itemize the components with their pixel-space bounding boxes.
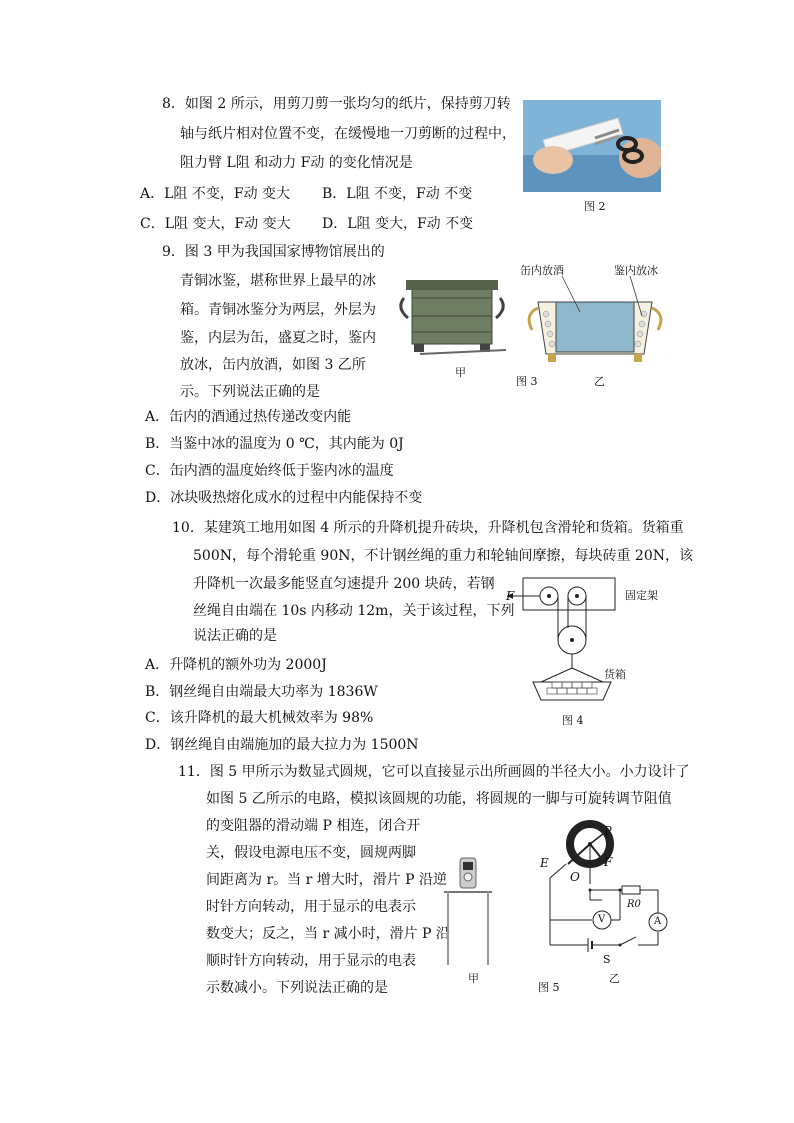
icebox-diagram [520,272,670,372]
label-voltmeter: V [598,914,606,925]
figure-4-caption: 图 4 [562,714,584,727]
digital-compass-photo [438,850,498,975]
figure-2-caption: 图 2 [584,200,606,213]
figure-5-jia-label: 甲 [468,972,479,985]
label-fixed-frame: 固定架 [625,589,658,602]
q10-line-2: 500N，每个滑轮重 90N，不计钢丝绳的重力和轮轴间摩擦，每块砖重 20N，该 [193,548,693,564]
label-R0: R0 [627,899,641,910]
q10-line-3: 升降机一次最多能竖直匀速提升 200 块砖，若钢 [193,576,495,592]
label-wine: 缶内放酒 [520,264,564,277]
q11-line-3: 的变阻器的滑动端 P 相连，闭合开 [206,818,421,834]
figure-3-jia-label: 甲 [455,366,466,379]
q8-option-c: C．L阻 变大，F动 变大 [140,216,291,232]
label-cargo-box: 货箱 [604,668,626,681]
q8-line-3: 阻力臂 L阻 和动力 F动 的变化情况是 [180,155,413,171]
q8-option-d: D．L阻 变大，F动 不变 [322,216,474,232]
q11-line-6: 时针方向转动，用于显示的电表示 [206,899,416,915]
bronze-icebox-photo [394,268,514,368]
scissors-photo [523,100,661,192]
q10-option-b: B．钢丝绳自由端最大功率为 1836W [145,684,378,700]
q9-line-1: 9．图 3 甲为我国国家博物馆展出的 [162,244,385,260]
q8-option-a: A．L阻 不变，F动 变大 [140,186,291,202]
pulley-diagram [505,576,625,706]
label-E: E [540,856,549,870]
q11-line-1: 11．图 5 甲所示为数显式圆规，它可以直接显示出所画圆的半径大小。小力设计了 [178,764,690,780]
q11-line-7: 数变大；反之，当 r 减小时，滑片 P 沿 [206,926,450,942]
q9-option-b: B．当鉴中冰的温度为 0 ℃，其内能为 0J [145,436,404,452]
q8-option-b: B．L阻 不变，F动 不变 [322,186,473,202]
figure-5-yi-label: 乙 [609,972,620,985]
circuit-diagram [536,820,676,970]
q10-option-c: C．该升降机的最大机械效率为 98% [145,710,374,726]
q9-option-c: C．缶内酒的温度始终低于鉴内冰的温度 [145,463,394,479]
q9-line-4: 鉴，内层为缶，盛夏之时，鉴内 [180,330,376,346]
label-ice: 鉴内放冰 [614,264,658,277]
label-O: O [570,870,580,884]
q11-line-9: 示数减小。下列说法正确的是 [206,980,388,996]
q8-line-1: 8．如图 2 所示，用剪刀剪一张均匀的纸片，保持剪刀转 [162,96,511,112]
q9-line-2: 青铜冰鉴，堪称世界上最早的冰 [180,273,376,289]
figure-3-caption: 图 3 [516,375,538,388]
label-F-force: F [506,589,515,603]
label-ammeter: A [654,916,662,927]
q11-line-2: 如图 5 乙所示的电路，模拟该圆规的功能，将圆规的一脚与可旋转调节阻值 [206,791,672,807]
q10-option-d: D．钢丝绳自由端施加的最大拉力为 1500N [145,737,419,753]
label-switch: S [603,953,611,966]
q9-line-6: 示。下列说法正确的是 [180,384,320,400]
q9-line-3: 箱。青铜冰鉴分为两层，外层为 [180,302,376,318]
q10-option-a: A．升降机的额外功为 2000J [145,657,327,673]
q11-line-8: 顺时针方向转动，用于显示的电表 [206,953,416,969]
q10-line-4: 丝绳自由端在 10s 内移动 12m，关于该过程，下列 [193,603,515,619]
q11-line-5: 间距离为 r。当 r 增大时，滑片 P 沿逆 [206,872,448,888]
q11-line-4: 关，假设电源电压不变，圆规两脚 [206,845,416,861]
label-P: P [604,824,613,838]
q9-line-5: 放冰，缶内放酒，如图 3 乙所 [180,357,366,373]
figure-5-caption: 图 5 [538,981,560,994]
q10-line-5: 说法正确的是 [193,628,277,644]
figure-3-yi-label: 乙 [594,375,605,388]
q9-option-a: A．缶内的酒通过热传递改变内能 [145,409,352,425]
label-F: F [604,855,613,869]
q9-option-d: D．冰块吸热熔化成水的过程中内能保持不变 [145,490,423,506]
q8-line-2: 轴与纸片相对位置不变，在缓慢地一刀剪断的过程中， [180,126,516,142]
q10-line-1: 10．某建筑工地用如图 4 所示的升降机提升砖块，升降机包含滑轮和货箱。货箱重 [172,520,684,536]
